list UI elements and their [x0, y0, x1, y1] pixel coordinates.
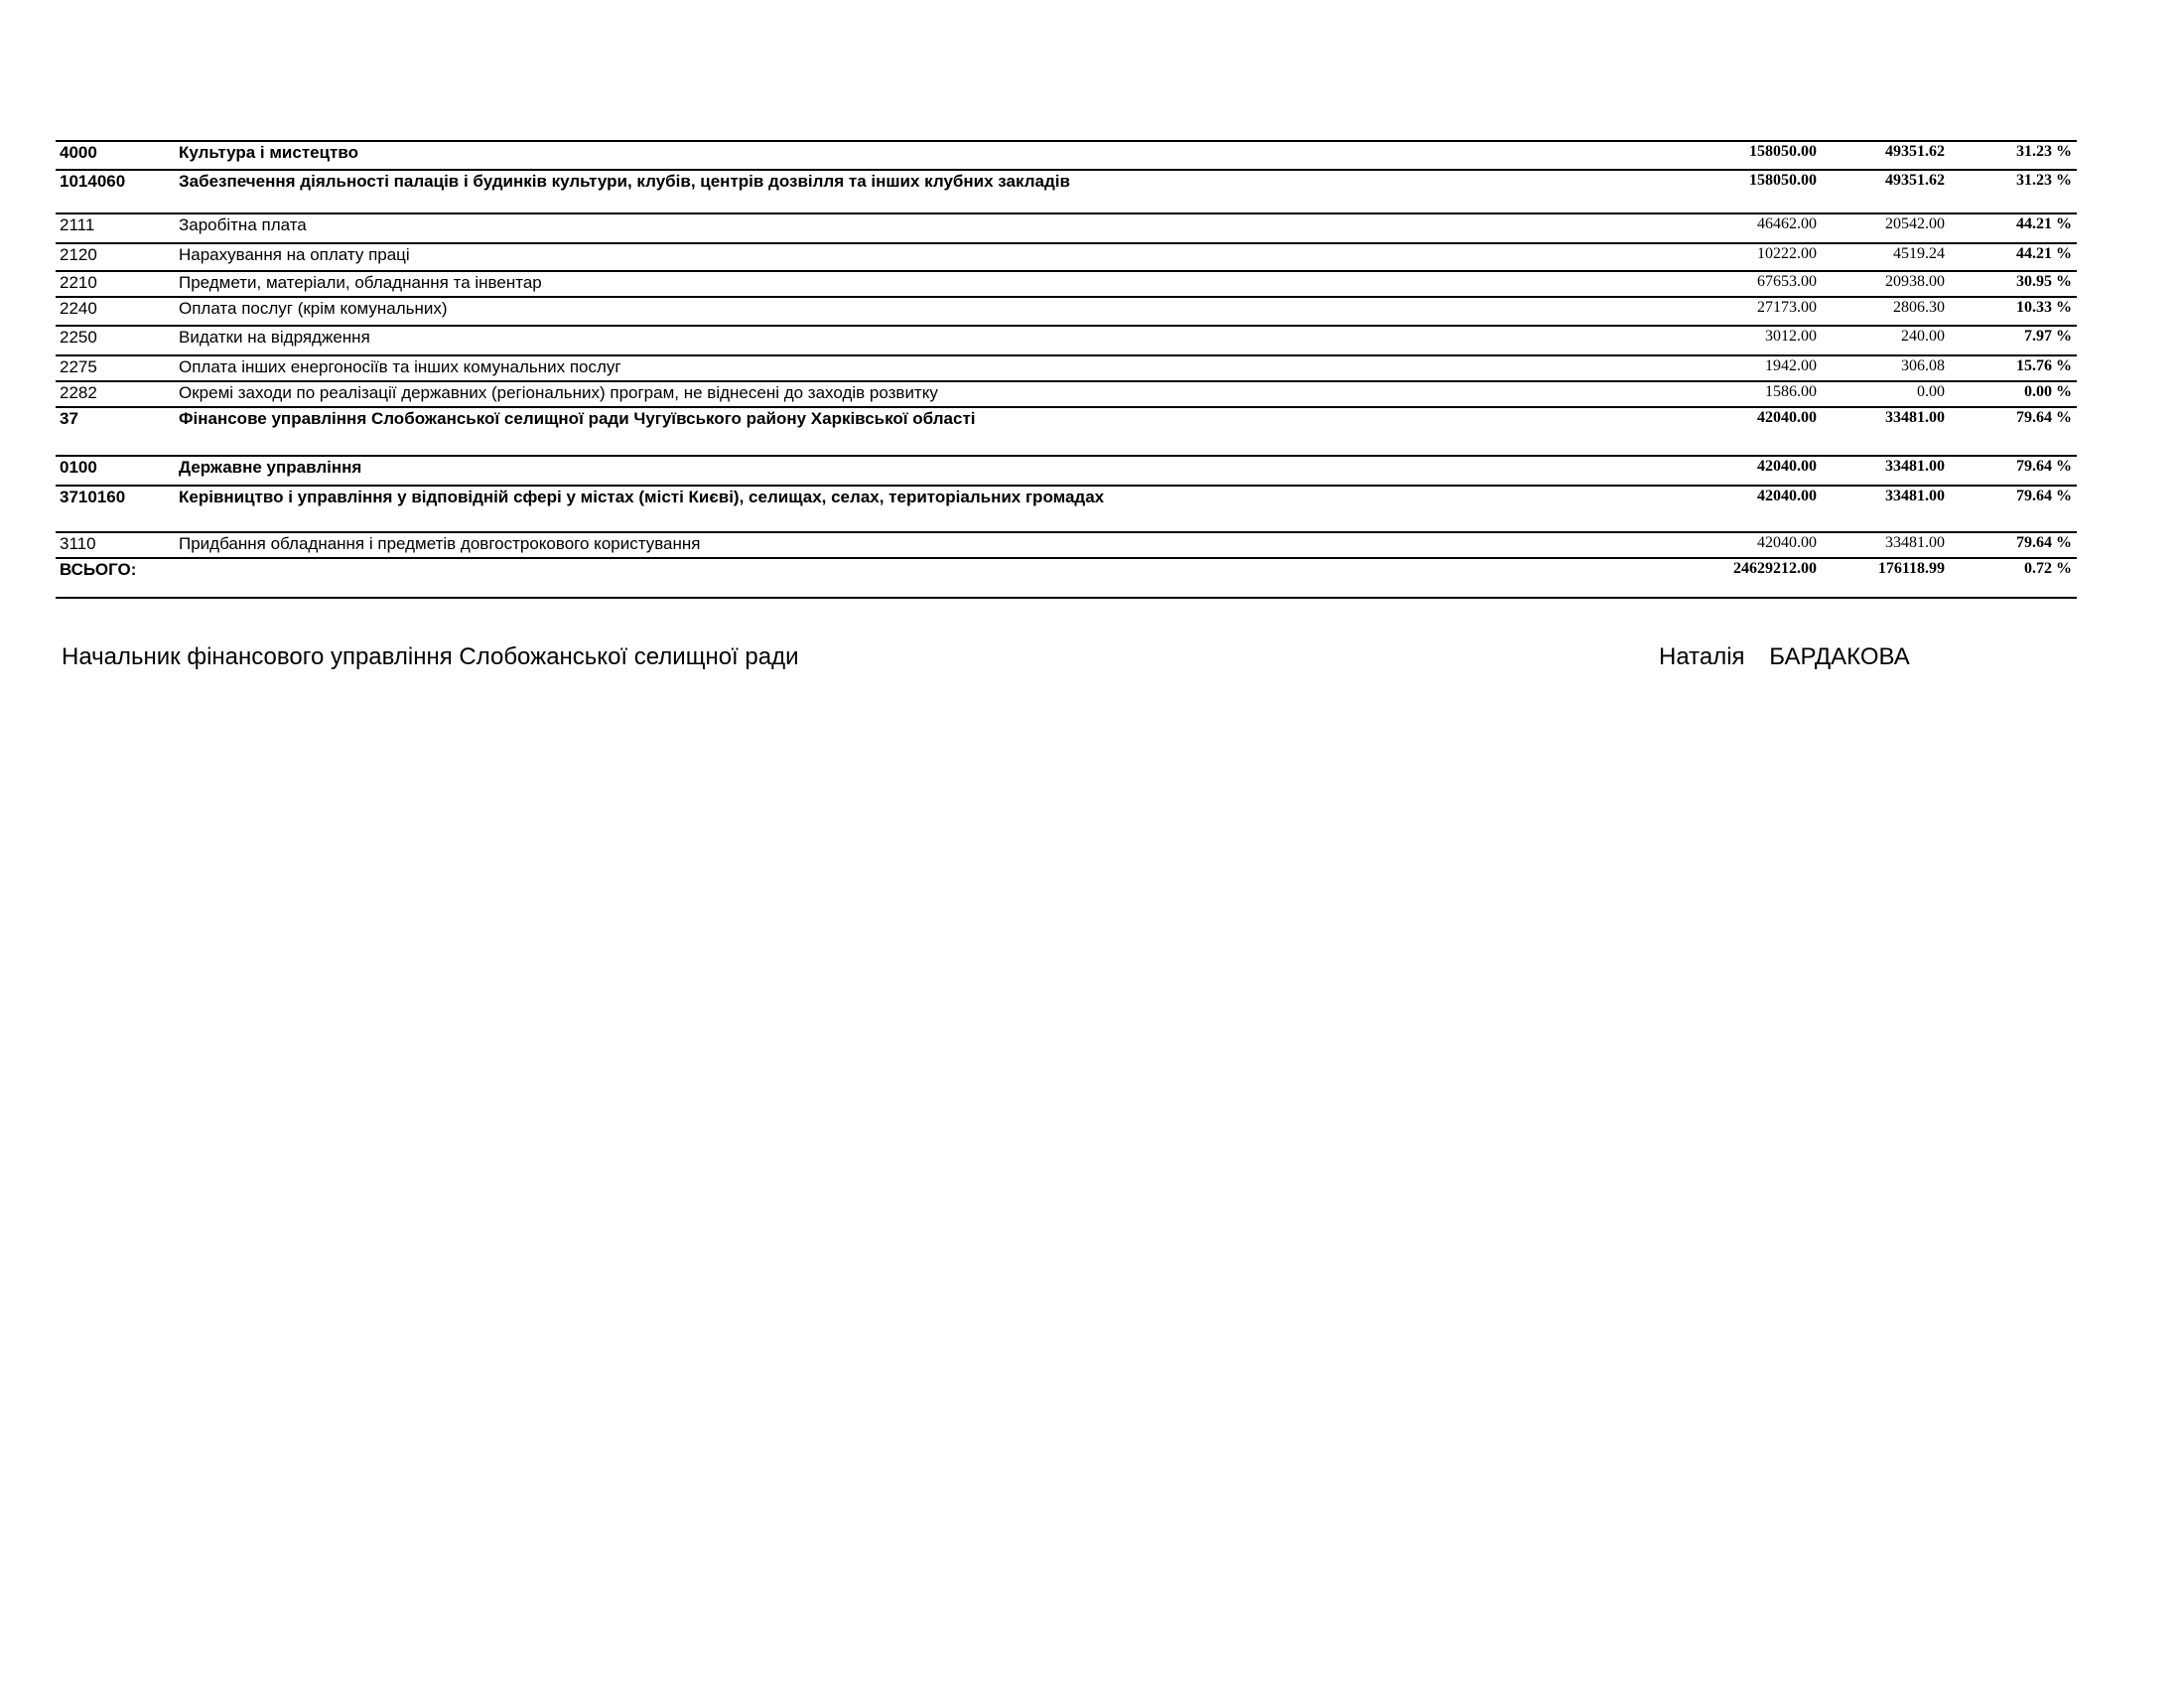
- row-percent: 44.21 %: [2016, 245, 2072, 262]
- row-name: Культура і мистецтво: [179, 143, 358, 162]
- row-code: 4000: [60, 143, 97, 162]
- row-plan: 158050.00: [1749, 172, 1817, 189]
- row-plan: 1586.00: [1765, 383, 1817, 400]
- table-row: [56, 455, 2077, 485]
- row-name: Фінансове управління Слобожанської селищної ради Чугуївського району Харківської області: [179, 409, 976, 428]
- table-row: [56, 325, 2077, 354]
- row-code: 2250: [60, 328, 97, 347]
- row-fact: 33481.00: [1885, 488, 1945, 504]
- row-code: 2240: [60, 299, 97, 318]
- table-row: [56, 406, 2077, 455]
- row-fact: 4519.24: [1893, 245, 1945, 262]
- row-fact: 306.08: [1901, 357, 1945, 374]
- row-fact: 20542.00: [1885, 215, 1945, 232]
- signature-name: Наталія БАРДАКОВА: [1659, 643, 1910, 670]
- table-row: [56, 380, 2077, 406]
- row-plan: 158050.00: [1749, 143, 1817, 160]
- budget-report-table: [56, 140, 2077, 599]
- row-percent: 79.64 %: [2016, 409, 2072, 426]
- total-percent: 0.72 %: [2024, 560, 2072, 577]
- row-percent: 79.64 %: [2016, 534, 2072, 551]
- row-code: 2275: [60, 357, 97, 376]
- row-name: Нарахування на оплату праці: [179, 245, 410, 264]
- row-percent: 79.64 %: [2016, 488, 2072, 504]
- row-fact: 0.00: [1917, 383, 1945, 400]
- table-row: [56, 354, 2077, 380]
- row-fact: 49351.62: [1885, 143, 1945, 160]
- table-row: [56, 296, 2077, 325]
- row-plan: 42040.00: [1757, 458, 1817, 475]
- row-code: 2210: [60, 273, 97, 292]
- row-fact: 49351.62: [1885, 172, 1945, 189]
- row-name: Державне управління: [179, 458, 362, 477]
- row-plan: 42040.00: [1757, 409, 1817, 426]
- row-fact: 20938.00: [1885, 273, 1945, 290]
- row-code: 37: [60, 409, 78, 428]
- row-fact: 33481.00: [1885, 409, 1945, 426]
- row-plan: 27173.00: [1757, 299, 1817, 316]
- row-plan: 46462.00: [1757, 215, 1817, 232]
- row-name: Оплата послуг (крім комунальних): [179, 299, 448, 318]
- row-name: Придбання обладнання і предметів довгострокового користування: [179, 534, 701, 553]
- row-name: Видатки на відрядження: [179, 328, 370, 347]
- row-name: Заробітна плата: [179, 215, 307, 234]
- row-percent: 10.33 %: [2016, 299, 2072, 316]
- row-code: 2120: [60, 245, 97, 264]
- row-code: 2111: [60, 215, 95, 234]
- table-row: [56, 212, 2077, 242]
- total-row: [56, 557, 2077, 597]
- row-percent: 31.23 %: [2016, 143, 2072, 160]
- table-row: [56, 485, 2077, 531]
- table-bottom-rule: [56, 597, 2077, 599]
- row-percent: 79.64 %: [2016, 458, 2072, 475]
- row-percent: 15.76 %: [2016, 357, 2072, 374]
- signature-title: Начальник фінансового управління Слобожанської селищної ради: [62, 643, 799, 670]
- row-code: 1014060: [60, 172, 126, 191]
- row-percent: 0.00 %: [2024, 383, 2072, 400]
- row-fact: 33481.00: [1885, 458, 1945, 475]
- row-fact: 240.00: [1901, 328, 1945, 345]
- total-fact: 176118.99: [1877, 560, 1945, 577]
- row-name: Оплата інших енергоносіїв та інших комунальних послуг: [179, 357, 621, 376]
- row-name: Предмети, матеріали, обладнання та інвентар: [179, 273, 542, 292]
- row-percent: 31.23 %: [2016, 172, 2072, 189]
- table-row: [56, 242, 2077, 270]
- row-name: Окремі заходи по реалізації державних (регіональних) програм, не віднесені до заходів розвитку: [179, 383, 938, 402]
- row-plan: 3012.00: [1765, 328, 1817, 345]
- row-plan: 10222.00: [1757, 245, 1817, 262]
- row-name: Забезпечення діяльності палаців і будинків культури, клубів, центрів дозвілля та інших клубних закладів: [179, 172, 1070, 191]
- row-name: Керівництво і управління у відповідній сфері у містах (місті Києві), селищах, селах, територіальних громадах: [179, 488, 1105, 506]
- row-plan: 42040.00: [1757, 534, 1817, 551]
- row-percent: 44.21 %: [2016, 215, 2072, 232]
- row-fact: 2806.30: [1893, 299, 1945, 316]
- table-row: [56, 140, 2077, 169]
- row-code: 3710160: [60, 488, 126, 506]
- row-code: 3110: [60, 534, 96, 553]
- total-plan: 24629212.00: [1733, 560, 1817, 577]
- table-row: [56, 169, 2077, 212]
- row-percent: 30.95 %: [2016, 273, 2072, 290]
- row-percent: 7.97 %: [2024, 328, 2072, 345]
- row-plan: 1942.00: [1765, 357, 1817, 374]
- table-row: [56, 270, 2077, 296]
- table-row: [56, 531, 2077, 557]
- row-plan: 67653.00: [1757, 273, 1817, 290]
- row-fact: 33481.00: [1885, 534, 1945, 551]
- row-code: 0100: [60, 458, 97, 477]
- total-label: ВСЬОГО:: [60, 560, 137, 579]
- row-code: 2282: [60, 383, 97, 402]
- row-plan: 42040.00: [1757, 488, 1817, 504]
